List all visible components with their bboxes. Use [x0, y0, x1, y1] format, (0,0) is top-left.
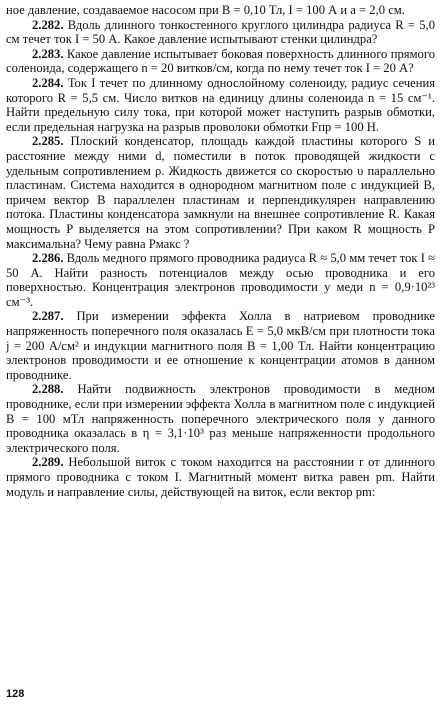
problem-2-287	[6, 309, 435, 382]
problem-2-288	[6, 382, 435, 455]
problem-continuation	[6, 3, 435, 18]
problem-2-289	[6, 455, 435, 499]
problem-number: 2.284.	[32, 75, 64, 90]
problem-2-284	[6, 76, 435, 134]
problem-number: 2.287.	[32, 309, 64, 324]
page-number: 128	[6, 688, 25, 700]
problem-number: 2.288.	[32, 382, 64, 397]
problem-text: Ток I течет по длинному однослойному соленоиду, радиус сечения которого R = 5,5 см. Число витков на единицу длины соленоида n = 15 см⁻¹. Найти предельную силу тока, при которой может наступить разрыв обмотки, если предельная нагрузка на разрыв проволоки обмотки Fпр = 100 Н.	[6, 75, 435, 134]
problem-number: 2.289.	[32, 455, 64, 470]
problem-text: ное давление, создаваемое насосом при B = 0,10 Тл, I = 100 А и a = 2,0 см.	[6, 3, 405, 17]
problem-text: Найти подвижность электронов проводимости в медном проводнике, если при измерении эффекта Холла в магнитном поле с индукцией B = 100 мТл напряженность поперечного электрического поля у данного проводника оказалась в η = 3,1·10³ раз меньше напряженности продольного электрического поля.	[6, 382, 435, 455]
problem-text: Какое давление испытывает боковая поверхность длинного прямого соленоида, содержащего n = 20 витков/см, когда по нему течет ток I = 20 А?	[6, 46, 436, 76]
problem-2-285	[6, 134, 435, 251]
problem-number: 2.285.	[32, 134, 64, 149]
problem-2-283	[6, 47, 435, 76]
problem-number: 2.286.	[32, 251, 64, 266]
problem-text: Вдоль медного прямого проводника радиуса R ≈ 5,0 мм течет ток I ≈ 50 А. Найти разность потенциалов между осью проводника и его поверхностью. Концентрация электронов проводимости у меди n = 0,9·10²³ см⁻³.	[6, 251, 435, 309]
problem-number: 2.283.	[32, 46, 64, 61]
problem-text: При измерении эффекта Холла в натриевом проводнике напряженность поперечного поля оказалась E = 5,0 мкВ/см при плотности тока j = 200 А/см² и индукции магнитного поля B = 1,00 Тл. Найти концентрацию электронов проводимости и ее отношение к концентрации атомов в данном проводнике.	[6, 309, 435, 382]
problem-text: Плоский конденсатор, площадь каждой пластины которого S и расстояние между ними d, поместили в поток проводящей жидкости с удельным сопротивлением ρ. Жидкость движется со скоростью υ параллельно пластинам. Система находится в однородном магнитном поле с индукцией B, причем вектор B параллелен пластинам и перпендикулярен направлению потока. Пластины конденсатора замкнули на внешнее сопротивление R. Какая мощность P выделяется на этом сопротивлении? При каком R мощность P максимальна? Чему равна Pмакс ?	[6, 134, 435, 251]
problem-2-286	[6, 251, 435, 309]
problem-text: Небольшой виток с током находится на расстоянии r от длинного прямого проводника с током I. Магнитный момент витка равен pm. Найти модуль и направление силы, действующей на виток, если вектор pm:	[6, 455, 435, 499]
problem-2-282	[6, 18, 435, 47]
problem-text: Вдоль длинного тонкостенного круглого цилиндра радиуса R = 5,0 см течет ток I = 50 А. Какое давление испытывают стенки цилиндра?	[6, 17, 435, 47]
problem-number: 2.282.	[32, 17, 64, 32]
